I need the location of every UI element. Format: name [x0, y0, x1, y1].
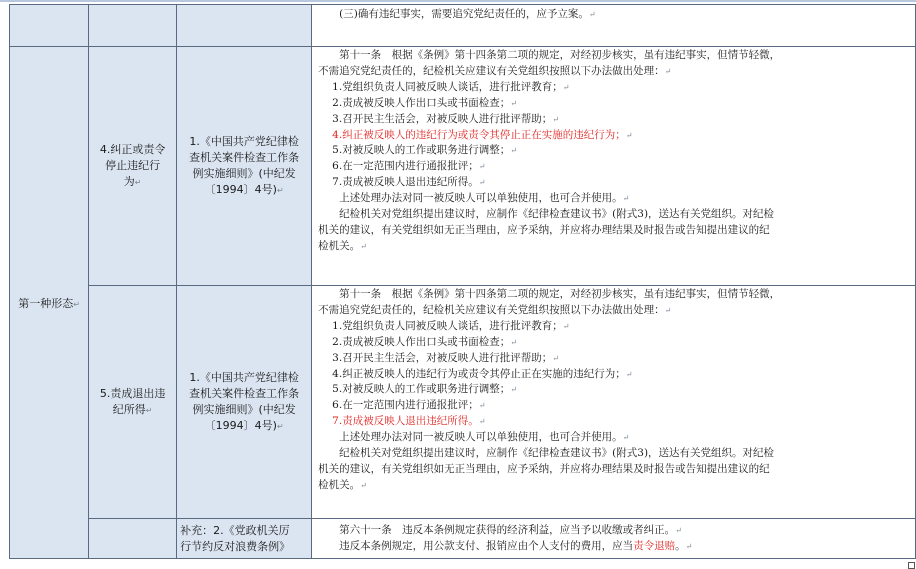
subtype-line: 纪所得: [112, 402, 146, 416]
content-line: 第六十一条 违反本条例规定获得的经济利益，应当予以收缴或者纠正。↵: [339, 523, 682, 536]
highlighted-text: 责令退赔: [633, 539, 676, 552]
basis-cell-empty: [177, 5, 312, 47]
basis-line: 例实施细则》(中纪发: [192, 166, 296, 180]
basis-line: 1.《中国共产党纪律检: [189, 370, 299, 384]
basis-line: 补充：2.《党政机关厉: [180, 523, 290, 537]
list-item: 1.党组织负责人同被反映人谈话，进行批评教育；↵: [332, 80, 570, 93]
list-item: 6.在一定范围内进行通报批评；↵: [332, 399, 486, 412]
content-line: 机关的建议，有关党组织如无正当理由，应予采纳，并应将办理结果及时报告或告知提出建议的纪: [318, 462, 770, 475]
basis-line: 例实施细则》(中纪发: [192, 402, 296, 416]
basis-line: 查机关案件检查工作条: [189, 386, 300, 400]
content-cell: [312, 5, 916, 47]
list-item-highlighted: 7.责成被反映人退出违纪所得。↵: [332, 415, 486, 428]
content-line: 检机关。↵: [318, 478, 367, 491]
list-item: 2.责成被反映人作出口头或书面检查；↵: [332, 335, 517, 348]
table-row: [10, 5, 916, 47]
list-item: 5.对被反映人的工作或职务进行调整；↵: [332, 144, 517, 157]
subtype-line: 停止违纪行: [105, 158, 161, 172]
list-item: 2.责成被反映人作出口头或书面检查；↵: [332, 96, 517, 109]
subtype-cell-empty: [89, 5, 177, 47]
content-line: (三)确有违纪事实，需要追究党纪责任的，应予立案。↵: [339, 8, 596, 20]
list-item: 3.召开民主生活会，对被反映人进行批评帮助；↵: [332, 112, 559, 125]
list-item-highlighted: 4.纠正被反映人的违纪行为或责令其停止正在实施的违纪行为；↵: [332, 128, 633, 141]
content-cell: [312, 47, 916, 286]
content-line: 上述处理办法对同一被反映人可以单独使用，也可合并使用。↵: [339, 192, 630, 205]
content-line: 第十一条 根据《条例》第十四条第二项的规定，对经初步核实，虽有违纪事实，但情节轻微，: [339, 288, 781, 300]
basis-line: 〔1994〕4号): [204, 182, 277, 196]
list-item: 5.对被反映人的工作或职务进行调整；↵: [332, 383, 517, 396]
content-line: 第十一条 根据《条例》第十四条第二项的规定，对经初步核实，虽有违纪事实，但情节轻微，: [339, 49, 781, 61]
content-cell: [312, 519, 916, 559]
form-label-cell: 第一种形态↵: [10, 47, 89, 559]
table-row: [10, 519, 916, 559]
subtype-cell-empty: [89, 519, 177, 559]
basis-cell: 1.《中国共产党纪律检 查机关案件检查工作条 例实施细则》(中纪发 〔1994〕4号)↵: [177, 47, 312, 286]
table-row: [10, 47, 916, 286]
content-line: 不需追究党纪责任的，纪检机关应建议有关党组织按照以下办法做出处理：↵: [318, 303, 672, 316]
content-line: 纪检机关对党组织提出建议时，应制作《纪律检查建议书》(附式3)，送达有关党组织。对纪检: [339, 447, 775, 460]
content-line: 上述处理办法对同一被反映人可以单独使用，也可合并使用。↵: [339, 431, 630, 444]
subtype-line: 4.纠正或责令: [99, 142, 166, 156]
basis-line: 查机关案件检查工作条: [189, 150, 300, 164]
content-line: 检机关。↵: [318, 239, 367, 252]
subtype-line: 为: [123, 174, 135, 188]
list-item: 1.党组织负责人同被反映人谈话，进行批评教育；↵: [332, 319, 570, 332]
list-item: 6.在一定范围内进行通报批评；↵: [332, 160, 486, 173]
table-resize-handle[interactable]: [908, 562, 915, 569]
subtype-line: 5.责成退出违: [99, 386, 166, 400]
content-line: 机关的建议，有关党组织如无正当理由，应予采纳，并应将办理结果及时报告或告知提出建议的纪: [318, 223, 770, 236]
basis-line: 〔1994〕4号): [204, 418, 277, 432]
content-line: 不需追究党纪责任的，纪检机关应建议有关党组织按照以下办法做出处理：↵: [318, 64, 672, 77]
content-cell: [312, 286, 916, 519]
discipline-table: [9, 4, 916, 559]
table-row: [10, 286, 916, 519]
list-item: 7.责成被反映人退出违纪所得。↵: [332, 176, 486, 189]
list-item: 4.纠正被反映人的违纪行为或责令其停止正在实施的违纪行为；↵: [332, 367, 633, 380]
list-item: 3.召开民主生活会，对被反映人进行批评帮助；↵: [332, 351, 559, 364]
basis-cell: 1.《中国共产党纪律检 查机关案件检查工作条 例实施细则》(中纪发 〔1994〕4号)↵: [177, 286, 312, 519]
subtype-cell: 5.责成退出违 纪所得↵: [89, 286, 177, 519]
content-line: 纪检机关对党组织提出建议时，应制作《纪律检查建议书》(附式3)，送达有关党组织。对纪检: [339, 208, 775, 221]
basis-line: 1.《中国共产党纪律检: [189, 134, 299, 148]
page-top-border: [0, 0, 916, 2]
form-label: 第一种形态: [18, 296, 74, 310]
content-line: 违反本条例规定，用公款支付、报销应由个人支付的费用，应当责令退赔。↵: [339, 539, 693, 552]
subtype-cell: 4.纠正或责令 停止违纪行 为↵: [89, 47, 177, 286]
form-cell-empty: [10, 5, 89, 47]
basis-line: 行节约反对浪费条例》: [180, 539, 291, 553]
basis-cell: [177, 519, 312, 559]
